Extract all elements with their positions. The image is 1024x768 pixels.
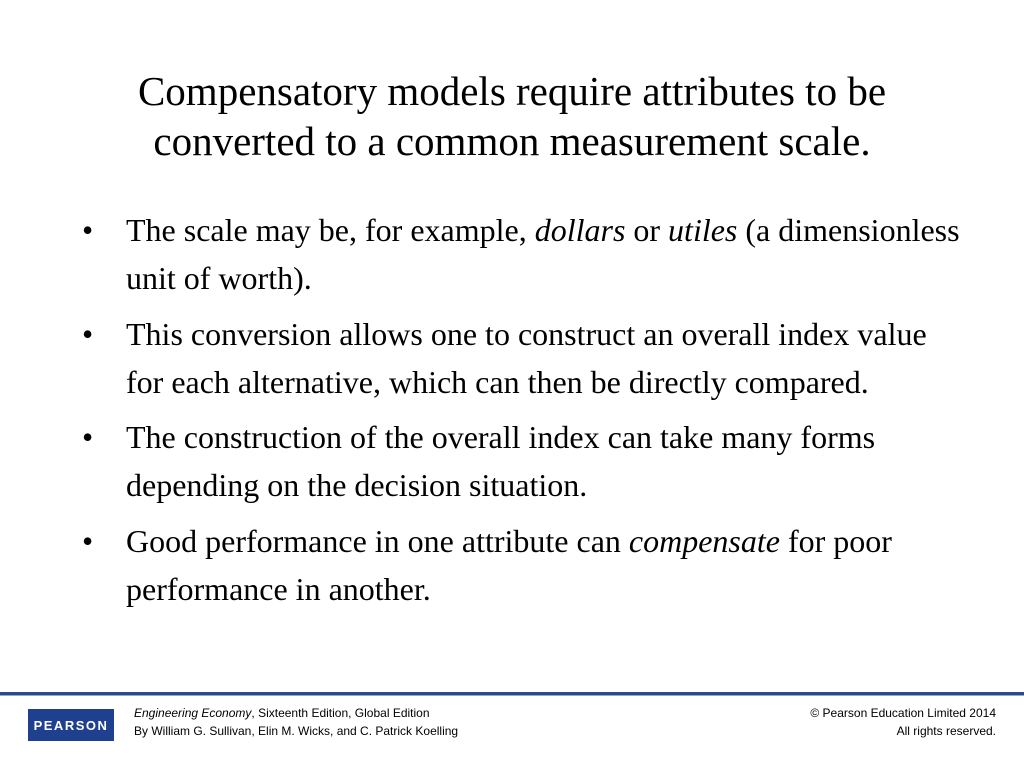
bullet-emphasis: compensate	[628, 523, 780, 559]
bullet-marker: •	[82, 316, 94, 352]
bullet-marker: •	[82, 523, 94, 559]
logo-text: PEARSON	[33, 717, 109, 733]
bullet-text: (a dimensionless unit of worth).	[126, 212, 960, 296]
slide-title	[40, 66, 984, 166]
bullet-item	[82, 206, 962, 302]
bullet-emphasis: dollars	[534, 212, 626, 248]
footer-divider	[0, 692, 1024, 696]
footer-citation	[134, 704, 458, 740]
bullet-item	[82, 310, 962, 406]
bullet-item	[82, 413, 962, 509]
bullet-list	[82, 206, 962, 620]
title-line-1: Compensatory models require attributes to be	[137, 68, 887, 114]
bullet-marker: •	[82, 419, 94, 455]
bullet-text: or	[625, 212, 669, 248]
book-edition: , Sixteenth Edition, Global Edition	[251, 706, 430, 720]
bullet-text: The construction of the overall index can take many forms depending on the decision situation.	[126, 419, 876, 503]
copyright-text: © Pearson Education Limited 2014	[810, 706, 996, 720]
bullet-text: Good performance in one attribute can	[126, 523, 629, 559]
bullet-text: The scale may be, for example,	[126, 212, 535, 248]
bullet-text: This conversion allows one to construct an overall index value for each alternative, which can then be directly compared.	[126, 316, 927, 400]
bullet-item	[82, 517, 962, 613]
rights-text: All rights reserved.	[896, 724, 996, 738]
bullet-emphasis: utiles	[668, 212, 738, 248]
bullet-text: for poor performance in another.	[126, 523, 892, 607]
bullet-marker: •	[82, 212, 94, 248]
book-authors: By William G. Sullivan, Elin M. Wicks, and C. Patrick Koelling	[134, 724, 459, 738]
title-line-2: converted to a common measurement scale.	[153, 118, 871, 164]
book-title: Engineering Economy	[134, 706, 252, 720]
footer-copyright	[810, 704, 996, 740]
pearson-logo	[28, 709, 114, 741]
